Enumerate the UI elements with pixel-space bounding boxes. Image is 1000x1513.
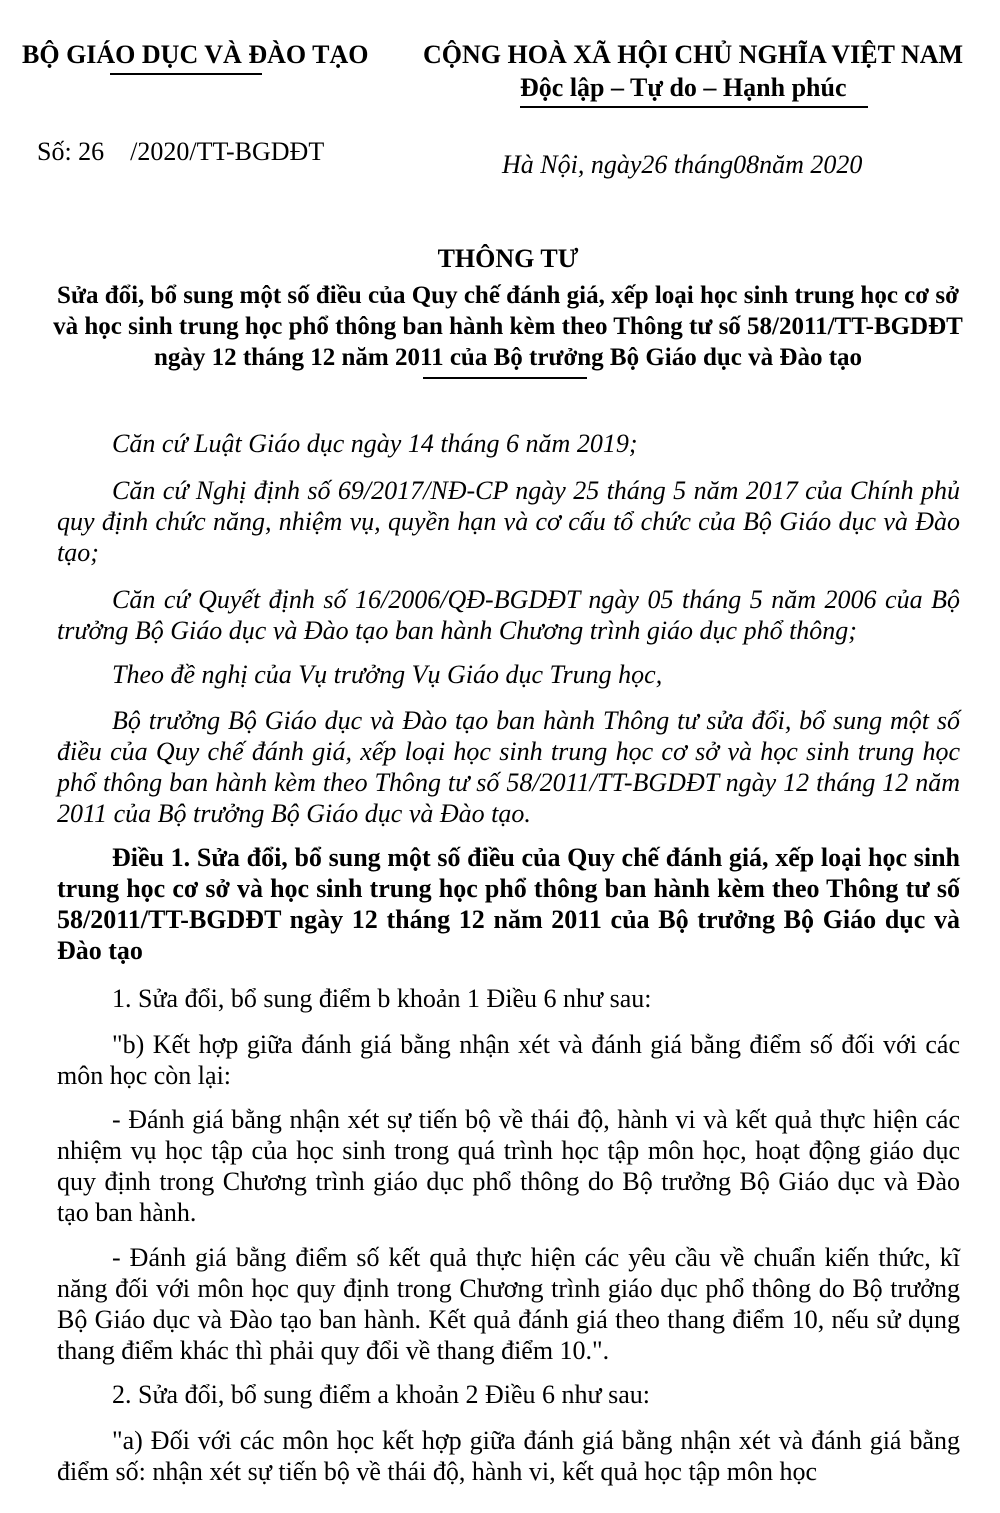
place-and-date: Hà Nội, ngày26 tháng08năm 2020 [502,150,863,179]
title-line-3: ngày 12 tháng 12 năm 2011 của Bộ trưởng Bộ Giáo dục và Đào tạo [153,344,863,371]
article-1-item-1-b-dash-1: - Đánh giá bằng nhận xét sự tiến bộ về thái độ, hành vi và kết quả thực hiện các nhiệm vụ học tập của học sinh trong quá trình học tập môn học, hoạt động giáo dục quy định trong Chương trình giáo dục phổ thông do Bộ trưởng Bộ Giáo dục và Đào tạo ban hành. [57,1105,960,1227]
article-1-item-1-b: "b) Kết hợp giữa đánh giá bằng nhận xét và đánh giá bằng điểm số đối với các môn học còn lại: [57,1030,960,1090]
article-1-item-1: 1. Sửa đổi, bổ sung điểm b khoản 1 Điều 6 như sau: [112,984,652,1013]
preamble-decree: Căn cứ Nghị định số 69/2017/NĐ-CP ngày 25 tháng 5 năm 2017 của Chính phủ quy định chức năng, nhiệm vụ, quyền hạn và cơ cấu tổ chức của Bộ Giáo dục và Đào tạo; [57,476,960,567]
preamble-law: Căn cứ Luật Giáo dục ngày 14 tháng 6 năm 2019; [112,429,638,458]
article-1-item-1-b-dash-2: - Đánh giá bằng điểm số kết quả thực hiện các yêu cầu về chuẩn kiến thức, kĩ năng đối với môn học quy định trong Chương trình giáo dục phổ thông do Bộ trưởng Bộ Giáo dục và Đào tạo ban hành. Kết quả đánh giá theo thang điểm 10, nếu sử dụng thang điểm khác thì phải quy đổi về thang điểm 10.". [57,1243,960,1365]
document-number: Số: 26 /2020/TT-BGDĐT [37,137,325,166]
title-line-1: Sửa đổi, bổ sung một số điều của Quy chế đánh giá, xếp loại học sinh trung học cơ sở [57,282,959,309]
title-line-2: và học sinh trung học phổ thông ban hành kèm theo Thông tư số 58/2011/TT-BGDĐT [53,313,963,340]
republic-name: CỘNG HOÀ XÃ HỘI CHỦ NGHĨA VIỆT NAM [423,40,964,69]
motto-underline [520,106,868,108]
preamble-proposal: Theo đề nghị của Vụ trưởng Vụ Giáo dục Trung học, [112,660,663,689]
national-motto: Độc lập – Tự do – Hạnh phúc [520,73,847,102]
ministry-name: BỘ GIÁO DỤC VÀ ĐÀO TẠO [22,40,369,69]
title-underline [423,377,587,379]
article-1-item-2: 2. Sửa đổi, bổ sung điểm a khoản 2 Điều 6 như sau: [112,1380,651,1409]
ministry-underline [110,73,262,75]
preamble-decision: Căn cứ Quyết định số 16/2006/QĐ-BGDĐT ngày 05 tháng 5 năm 2006 của Bộ trưởng Bộ Giáo dục và Đào tạo ban hành Chương trình giáo dục phổ thông; [57,585,960,645]
article-1-item-2-a: "a) Đối với các môn học kết hợp giữa đánh giá bằng nhận xét và đánh giá bằng điểm số: nhận xét sự tiến bộ về thái độ, hành vi, kết quả học tập môn học [57,1426,960,1486]
article-1-heading: Điều 1. Sửa đổi, bổ sung một số điều của Quy chế đánh giá, xếp loại học sinh trung học cơ sở và học sinh trung học phổ thông ban hành kèm theo Thông tư số 58/2011/TT-BGDĐT ngày 12 tháng 12 năm 2011 của Bộ trưởng Bộ Giáo dục và Đào tạo [57,843,960,965]
document-type-title: THÔNG TƯ [437,244,579,273]
preamble-enactment: Bộ trưởng Bộ Giáo dục và Đào tạo ban hành Thông tư sửa đổi, bổ sung một số điều của Quy chế đánh giá, xếp loại học sinh trung học cơ sở và học sinh trung học phổ thông ban hành kèm theo Thông tư số 58/2011/TT-BGDĐT ngày 12 tháng 12 năm 2011 của Bộ trưởng Bộ Giáo dục và Đào tạo. [57,706,960,828]
